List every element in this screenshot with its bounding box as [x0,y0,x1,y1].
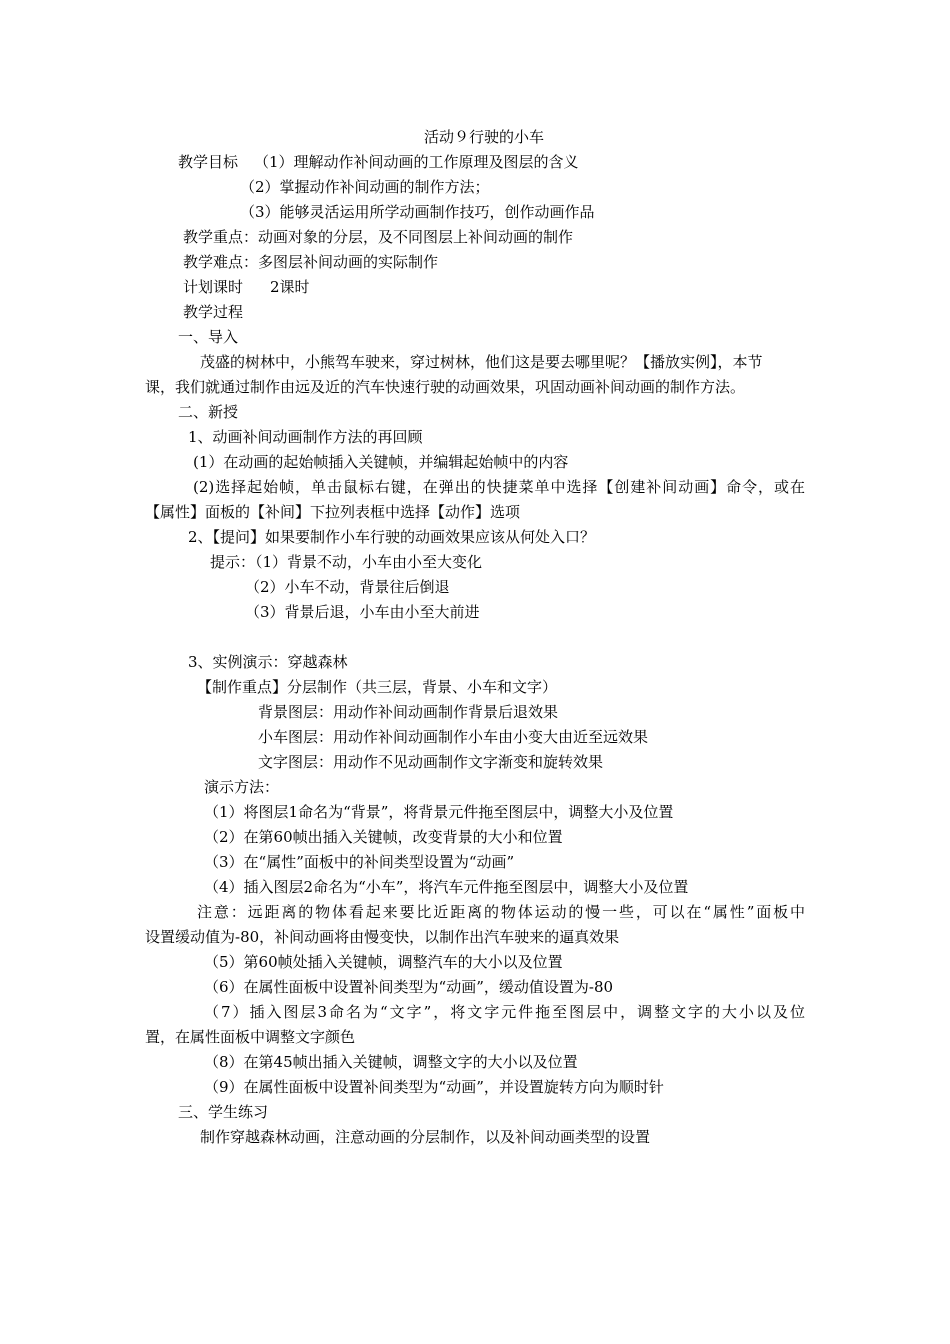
layer-text: 文字图层：用动作不见动画制作文字渐变和旋转效果 [258,753,604,771]
step-1: (1）在动画的起始帧插入关键帧，并编辑起始帧中的内容 [193,453,569,471]
demo-step-5: （5）第60帧处插入关键帧，调整汽车的大小以及位置 [204,953,563,971]
difficulty: 教学难点：多图层补间动画的实际制作 [183,253,439,271]
hint-2: （2）小车不动，背景往后倒退 [245,578,450,596]
section-3-heading: 三、学生练习 [178,1103,269,1121]
page-title: 活动９行驶的小车 [424,128,545,146]
demo-step-8: （8）在第45帧出插入关键帧，调整文字的大小以及位置 [204,1053,578,1071]
demo-step-6: （6）在属性面板中设置补间类型为“动画”，缓动值设置为-80 [204,978,614,996]
objective-3: （3）能够灵活运用所学动画制作技巧，创作动画作品 [240,203,595,221]
objective-1: （1）理解动作补间动画的工作原理及图层的含义 [254,153,579,171]
section-1-heading: 一、导入 [178,328,239,346]
section-2-heading: 二、新授 [178,403,239,421]
process-heading: 教学过程 [183,303,244,321]
demo-method-heading: 演示方法： [204,778,280,796]
layer-car: 小车图层：用动作补间动画制作小车由小变大由近至远效果 [258,728,649,746]
class-hours-value: 2课时 [270,278,310,296]
section-1-paragraph-line-2: 课，我们就通过制作由远及近的汽车快速行驶的动画效果，巩固动画补间动画的制作方法。 [145,378,746,396]
subsection-1-heading: 1、动画补间动画制作方法的再回顾 [188,428,423,446]
subsection-3-heading: 3、实例演示：穿越森林 [188,653,348,671]
demo-step-3: （3）在“属性”面板中的补间类型设置为“动画” [204,853,515,871]
section-1-paragraph-line-1: 茂盛的树林中，小熊驾车驶来，穿过树林，他们这是要去哪里呢？【播放实例】，本节 [200,353,763,371]
step-2-line-1: (2)选择起始帧，单击鼠标右键，在弹出的快捷菜单中选择【创建补间动画】命令，或在 [193,478,805,496]
step-2-line-2: 【属性】面板的【补间】下拉列表框中选择【动作】选项 [145,503,521,521]
demo-step-7-line-2: 置，在属性面板中调整文字颜色 [145,1028,356,1046]
class-hours-label: 计划课时 [183,278,244,296]
hint-1: 提示：（1）背景不动，小车由小至大变化 [210,553,483,571]
production-focus: 【制作重点】分层制作（共三层，背景、小车和文字） [197,678,558,696]
key-point: 教学重点：动画对象的分层，及不同图层上补间动画的制作 [183,228,574,246]
hint-3: （3）背景后退，小车由小至大前进 [245,603,480,621]
objective-2: （2）掌握动作补间动画的制作方法； [240,178,490,196]
demo-step-4: （4）插入图层2命名为“小车”，将汽车元件拖至图层中，调整大小及位置 [204,878,689,896]
note-line-1: 注意：远距离的物体看起来要比近距离的物体运动的慢一些，可以在“属性”面板中 [197,903,805,921]
demo-step-1: （1）将图层1命名为“背景”，将背景元件拖至图层中，调整大小及位置 [204,803,674,821]
section-3-paragraph: 制作穿越森林动画，注意动画的分层制作，以及补间动画类型的设置 [200,1128,651,1146]
subsection-2-heading: 2、【提问】如果要制作小车行驶的动画效果应该从何处入口？ [188,528,596,546]
objectives-label: 教学目标 [178,153,239,171]
note-line-2: 设置缓动值为-80，补间动画将由慢变快，以制作出汽车驶来的逼真效果 [145,928,620,946]
layer-background: 背景图层：用动作补间动画制作背景后退效果 [258,703,559,721]
demo-step-9: （9）在属性面板中设置补间类型为“动画”，并设置旋转方向为顺时针 [204,1078,664,1096]
demo-step-7-line-1: （7）插入图层3命名为“文字”，将文字元件拖至图层中，调整文字的大小以及位 [204,1003,805,1021]
demo-step-2: （2）在第60帧出插入关键帧，改变背景的大小和位置 [204,828,563,846]
